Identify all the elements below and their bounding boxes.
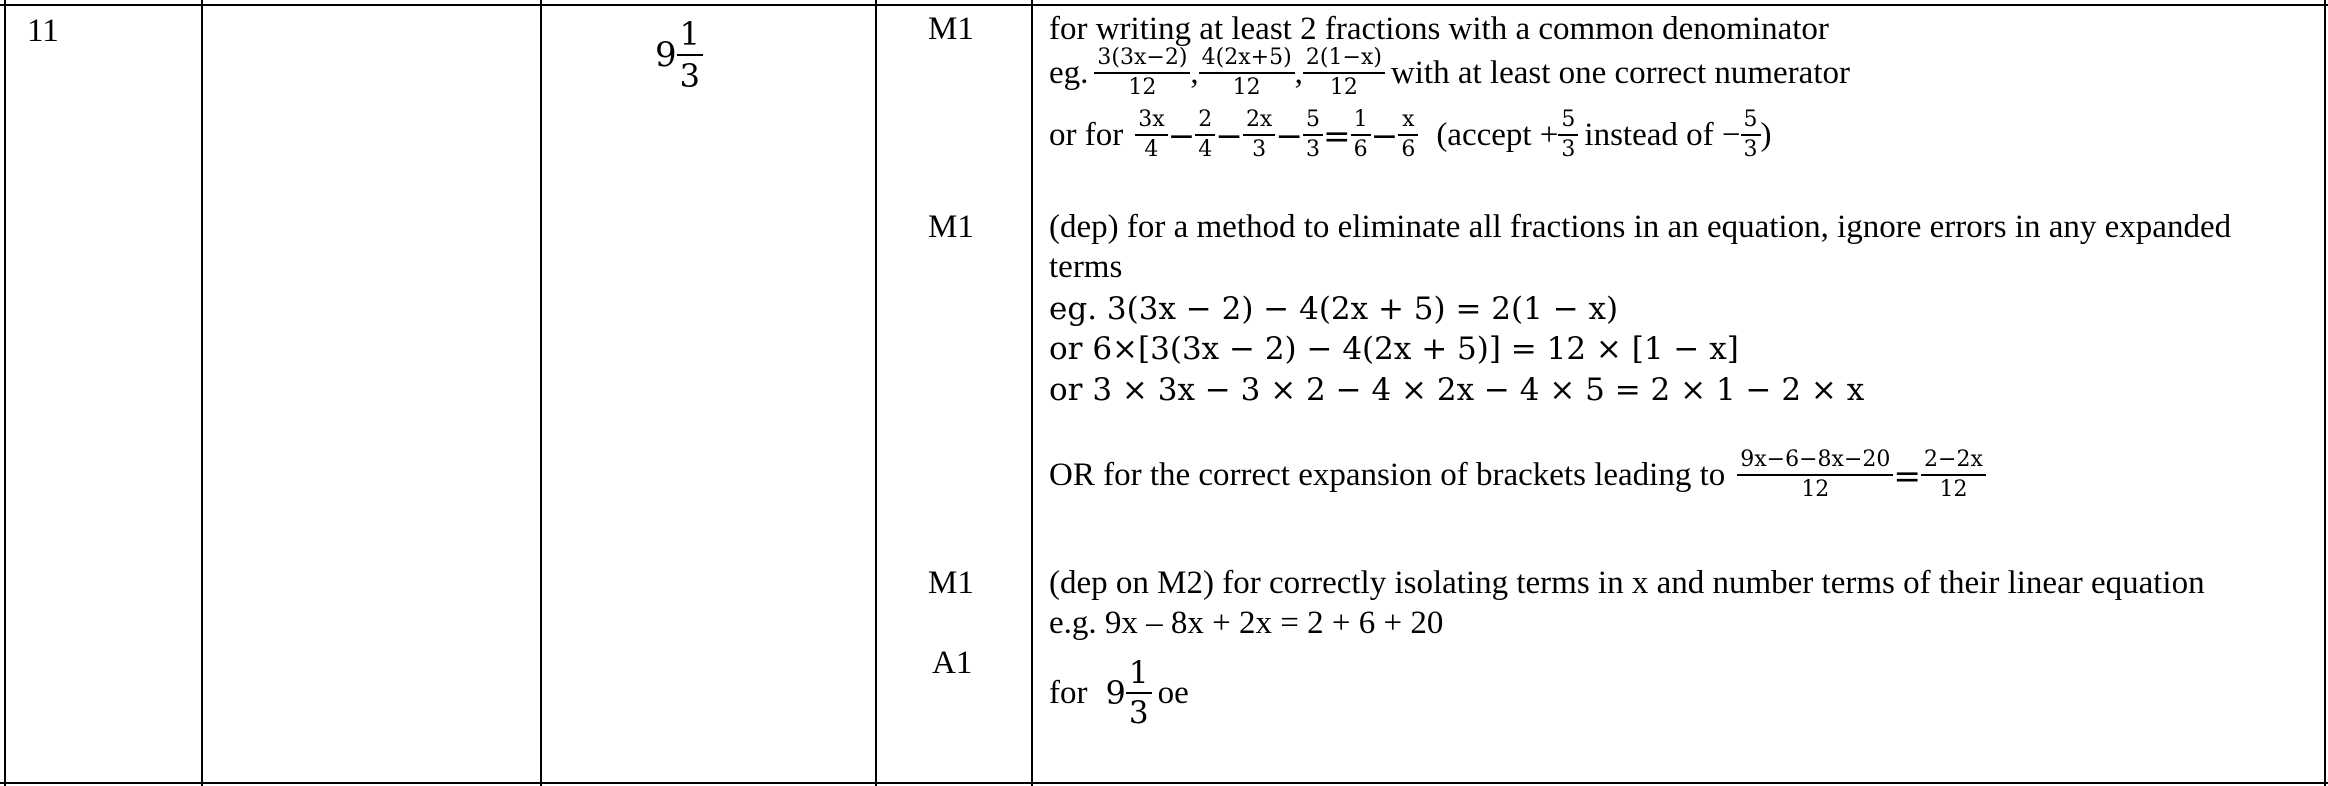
note1-frac-d-num: 5 bbox=[1303, 106, 1323, 136]
note1-fraction-2-num: 4(2x+5) bbox=[1199, 44, 1295, 74]
mark-m1-second: M1 bbox=[928, 209, 974, 245]
table-left-border bbox=[4, 0, 6, 786]
answer-whole: 9 bbox=[655, 35, 677, 75]
note1-fraction-3 bbox=[1303, 44, 1385, 102]
mark-a1: A1 bbox=[932, 645, 973, 681]
equals-sign: = bbox=[1323, 115, 1351, 155]
note4-numerator: 1 bbox=[1126, 654, 1152, 694]
note2-frac-h bbox=[1921, 446, 1986, 504]
note3-line1: (dep on M2) for correctly isolating terms in x and number terms of their linear equation bbox=[1049, 565, 2205, 601]
note1-tail: with at least one correct numerator bbox=[1390, 54, 1850, 91]
note1-instead-frac-den: 3 bbox=[1743, 137, 1758, 162]
note1-frac-a-num: 3x bbox=[1135, 106, 1167, 136]
note1-frac-a-den: 4 bbox=[1144, 137, 1159, 162]
note1-accept-frac bbox=[1558, 106, 1578, 164]
note4-denominator: 3 bbox=[1128, 695, 1149, 731]
column-divider-3 bbox=[875, 0, 877, 786]
note1-frac-b-num: 2 bbox=[1195, 106, 1215, 136]
note2-or-row bbox=[1049, 446, 1986, 504]
note2-line3: eg. 3(3x − 2) − 4(2x + 5) = 2(1 − x) bbox=[1049, 291, 1619, 327]
minus-sign: − bbox=[1167, 115, 1196, 155]
note1-frac-e-num: 1 bbox=[1351, 106, 1371, 136]
note1-instead: instead of − bbox=[1584, 116, 1741, 153]
note3-line2: e.g. 9x – 8x + 2x = 2 + 6 + 20 bbox=[1049, 605, 1444, 641]
note1-example-row bbox=[1049, 44, 1850, 102]
note1-fraction-3-den: 12 bbox=[1329, 75, 1358, 100]
note1-or-for: or for bbox=[1049, 116, 1124, 153]
note4-row bbox=[1049, 654, 1189, 732]
minus-sign: − bbox=[1370, 115, 1399, 155]
note1-accept: (accept + bbox=[1436, 116, 1559, 153]
note1-fraction-3-num: 2(1−x) bbox=[1303, 44, 1385, 74]
mark-m1-third: M1 bbox=[928, 565, 974, 601]
mark-m1-first: M1 bbox=[928, 11, 974, 47]
note1-frac-c bbox=[1243, 106, 1275, 164]
column-divider-2 bbox=[540, 0, 542, 786]
note2-frac-g-den: 12 bbox=[1801, 477, 1830, 502]
equals-sign: = bbox=[1893, 455, 1922, 495]
question-number: 11 bbox=[27, 13, 59, 49]
note1-line1: for writing at least 2 fractions with a common denominator bbox=[1049, 11, 1829, 47]
answer-mixed-number bbox=[655, 14, 703, 96]
column-divider-1 bbox=[201, 0, 203, 786]
note2-frac-h-num: 2−2x bbox=[1921, 446, 1986, 476]
note1-frac-c-num: 2x bbox=[1243, 106, 1275, 136]
minus-sign: − bbox=[1275, 115, 1303, 155]
note2-frac-g bbox=[1737, 446, 1893, 504]
note1-frac-e-den: 6 bbox=[1353, 137, 1368, 162]
note2-line4: or 6×[3(3x − 2) − 4(2x + 5)] = 12 × [1 − x] bbox=[1049, 331, 1739, 367]
note1-frac-a bbox=[1135, 106, 1167, 164]
note1-frac-f-num: x bbox=[1398, 106, 1418, 136]
note1-instead-frac bbox=[1741, 106, 1761, 164]
note1-or-for-row bbox=[1049, 106, 1772, 164]
note1-fraction-2-den: 12 bbox=[1232, 75, 1261, 100]
note1-instead-frac-num: 5 bbox=[1741, 106, 1761, 136]
note1-frac-f bbox=[1398, 106, 1418, 164]
note2-frac-h-den: 12 bbox=[1939, 477, 1968, 502]
note1-fraction-1-den: 12 bbox=[1128, 75, 1157, 100]
note1-comma-1: , bbox=[1190, 54, 1199, 91]
note2-frac-g-num: 9x−6−8x−20 bbox=[1737, 446, 1893, 476]
note4-for: for bbox=[1049, 674, 1088, 711]
note1-frac-f-den: 6 bbox=[1401, 137, 1416, 162]
note1-accept-frac-den: 3 bbox=[1561, 137, 1576, 162]
note1-frac-c-den: 3 bbox=[1252, 137, 1267, 162]
answer-numerator: 1 bbox=[677, 14, 703, 56]
note2-or-text: OR for the correct expansion of brackets leading to bbox=[1049, 456, 1726, 493]
table-bottom-border bbox=[0, 782, 2328, 784]
table-right-border bbox=[2324, 0, 2326, 786]
note1-comma-2: , bbox=[1294, 54, 1303, 91]
note1-frac-d bbox=[1303, 106, 1323, 164]
note2-line2: terms bbox=[1049, 249, 1123, 285]
note1-eg-label: eg. bbox=[1049, 54, 1089, 91]
note4-fraction bbox=[1126, 654, 1152, 732]
note4-whole: 9 bbox=[1105, 674, 1126, 712]
note1-fraction-1 bbox=[1094, 44, 1190, 102]
column-divider-4 bbox=[1031, 0, 1033, 786]
note4-oe: oe bbox=[1157, 674, 1189, 711]
table-top-border bbox=[0, 4, 2328, 6]
note1-close-paren: ) bbox=[1760, 116, 1772, 153]
note1-frac-b-den: 4 bbox=[1198, 137, 1213, 162]
note1-fraction-1-num: 3(3x−2) bbox=[1094, 44, 1190, 74]
note1-accept-frac-num: 5 bbox=[1558, 106, 1578, 136]
note1-fraction-2 bbox=[1199, 44, 1295, 102]
minus-sign: − bbox=[1215, 115, 1243, 155]
note2-line1: (dep) for a method to eliminate all fractions in an equation, ignore errors in any expanded bbox=[1049, 209, 2232, 245]
note1-frac-d-den: 3 bbox=[1306, 137, 1320, 162]
note1-frac-b bbox=[1195, 106, 1215, 164]
answer-fraction bbox=[677, 14, 703, 96]
note2-line5: or 3 × 3x − 3 × 2 − 4 × 2x − 4 × 5 = 2 × 1 − 2 × x bbox=[1049, 372, 1865, 408]
note1-frac-e bbox=[1351, 106, 1371, 164]
answer-denominator: 3 bbox=[679, 57, 700, 95]
